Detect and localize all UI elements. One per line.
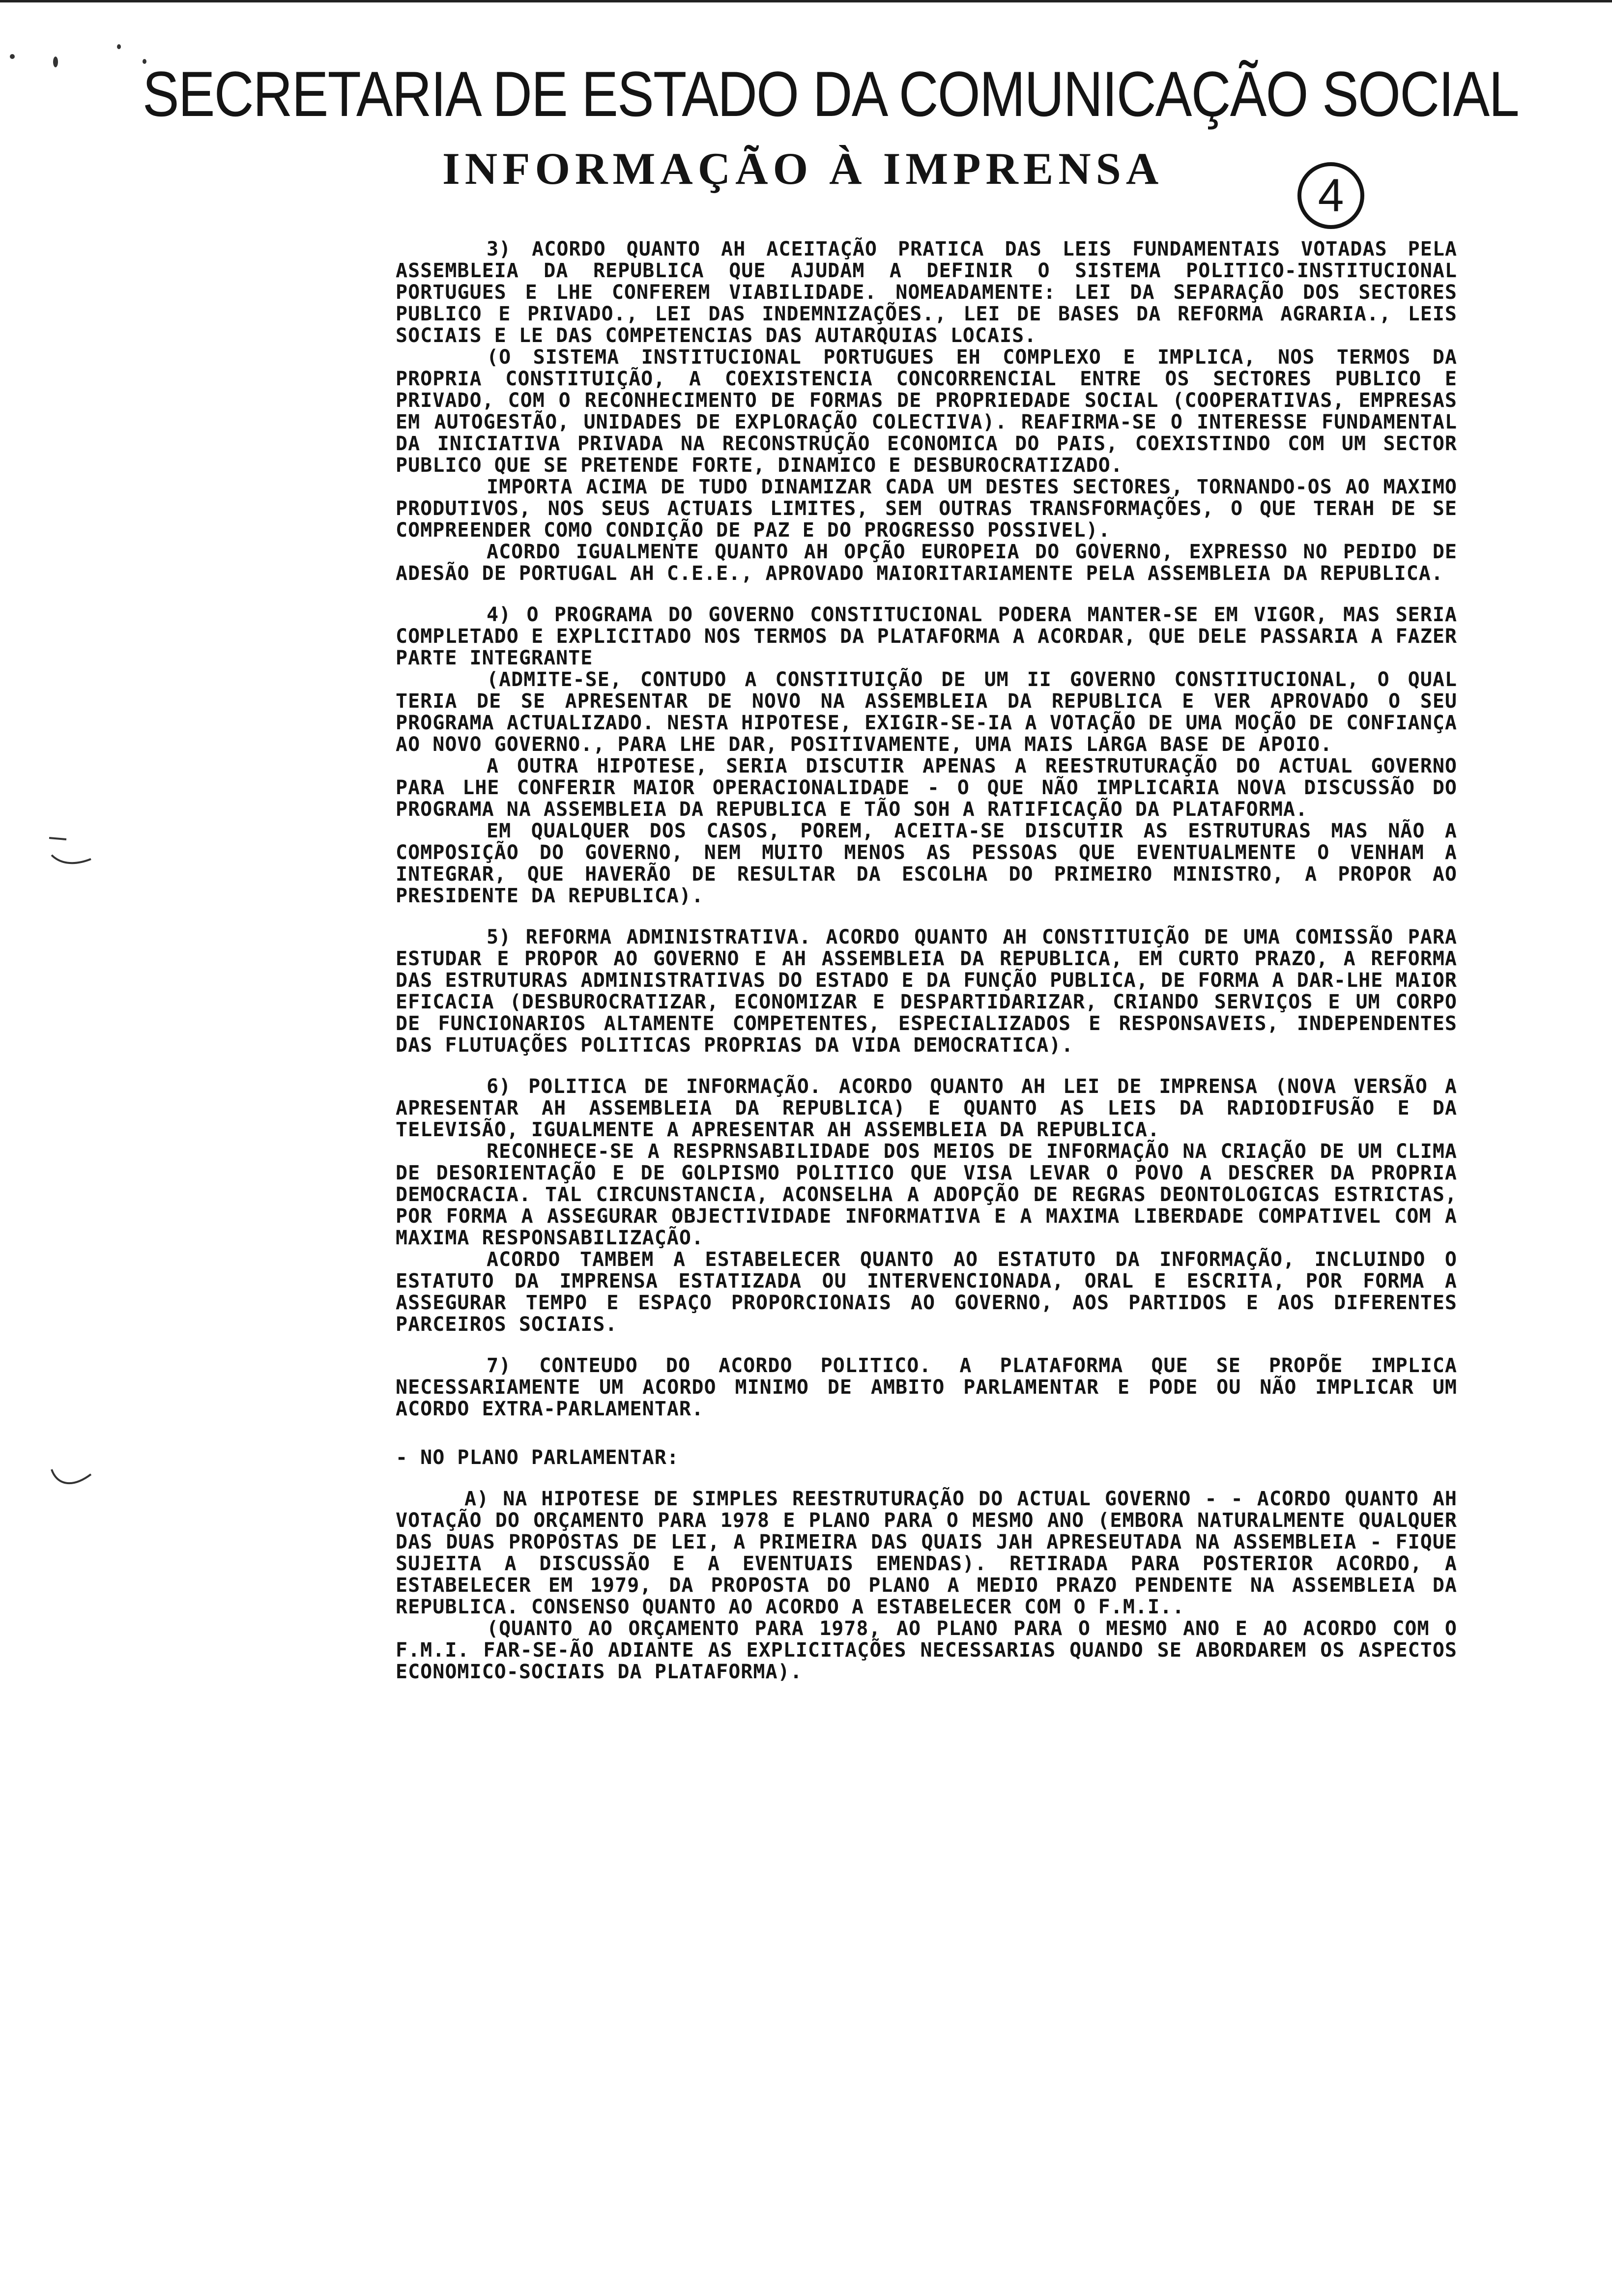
paragraph: (O SISTEMA INSTITUCIONAL PORTUGUES EH COMPLEXO E IMPLICA, NOS TERMOS DA PROPRIA CONSTITUIÇÃO, A COEXISTENCIA CONCORRENCIAL ENTRE OS SECTORES PUBLICO E PRIVADO, COM O RECONHECIMENTO DE FORMAS DE PROPRIEDADE SOCIAL (COOPERATIVAS, EMPRESAS EM AUTOGESTÃO, UNIDADES DE EXPLORAÇÃO COLECTIVA). REAFIRMA-SE O INTERESSE FUNDAMENTAL DA INICIATIVA PRIVADA NA RECONSTRUÇÃO ECONOMICA DO PAIS, COEXISTINDO COM UM SECTOR PUBLICO QUE SE PRETENDE FORTE, DINAMICO E DESBUROCRATIZADO. xyxy=(396,346,1457,477)
paragraph: (ADMITE-SE, CONTUDO A CONSTITUIÇÃO DE UM II GOVERNO CONSTITUCIONAL, O QUAL TERIA DE SE APRESENTAR DE NOVO NA ASSEMBLEIA DA REPUBLICA E VER APROVADO O SEU PROGRAMA ACTUALIZADO. NESTA HIPOTESE, EXIGIR-SE-IA A VOTAÇÃO DE UMA MOÇÃO DE CONFIANÇA AO NOVO GOVERNO., PARA LHE DAR, POSITIVAMENTE, UMA MAIS LARGA BASE DE APOIO. xyxy=(396,668,1457,756)
top-border-line xyxy=(0,0,1612,2)
paragraph: A OUTRA HIPOTESE, SERIA DISCUTIR APENAS A REESTRUTURAÇÃO DO ACTUAL GOVERNO PARA LHE CONFERIR MAIOR OPERACIONALIDADE - O QUE NÃO IMPLICARIA NOVA DISCUSSÃO DO PROGRAMA NA ASSEMBLEIA DA REPUBLICA E TÃO SOH A RATIFICAÇÃO DA PLATAFORMA. xyxy=(396,755,1457,821)
scan-speck xyxy=(10,54,15,59)
paragraph: IMPORTA ACIMA DE TUDO DINAMIZAR CADA UM DESTES SECTORES, TORNANDO-OS AO MAXIMO PRODUTIVOS, NOS SEUS ACTUAIS LIMITES, SEM OUTRAS TRANSFORMAÇÕES, O QUE TERAH DE SE COMPREENDER COMO CONDIÇÃO DE PAZ E DO PROGRESSO POSSIVEL). xyxy=(396,476,1457,542)
paragraph: 7) CONTEUDO DO ACORDO POLITICO. A PLATAFORMA QUE SE PROPÕE IMPLICA NECESSARIAMENTE UM ACORDO MINIMO DE AMBITO PARLAMENTAR E PODE OU NÃO IMPLICAR UM ACORDO EXTRA-PARLAMENTAR. xyxy=(396,1354,1457,1420)
scan-mark xyxy=(47,835,96,870)
paragraph: A) NA HIPOTESE DE SIMPLES REESTRUTURAÇÃO DO ACTUAL GOVERNO - - ACORDO QUANTO AH VOTAÇÃO DO ORÇAMENTO PARA 1978 E PLANO PARA O MESMO ANO (EMBORA NATURALMENTE QUALQUER DAS DUAS PROPOSTAS DE LEI, A PRIMEIRA DAS QUAIS JAH APRESEUTADA NA ASSEMBLEIA - FIQUE SUJEITA A DISCUSSÃO E A EVENTUAIS EMENDAS). RETIRADA PARA POSTERIOR ACORDO, A ESTABELECER EM 1979, DA PROPOSTA DO PLANO A MEDIO PRAZO PENDENTE NA ASSEMBLEIA DA REPUBLICA. CONSENSO QUANTO AO ACORDO A ESTABELECER COM O F.M.I.. xyxy=(396,1488,1457,1618)
paragraph: 5) REFORMA ADMINISTRATIVA. ACORDO QUANTO AH CONSTITUIÇÃO DE UMA COMISSÃO PARA ESTUDAR E PROPOR AO GOVERNO E AH ASSEMBLEIA DA REPUBLICA, EM CURTO PRAZO, A REFORMA DAS ESTRUTURAS ADMINISTRATIVAS DO ESTADO E DA FUNÇÃO PUBLICA, DE FORMA A DAR-LHE MAIOR EFICACIA (DESBUROCRATIZAR, ECONOMIZAR E DESPARTIDARIZAR, CRIANDO SERVIÇOS E UM CORPO DE FUNCIONARIOS ALTAMENTE COMPETENTES, ESPECIALIZADOS E RESPONSAVEIS, INDEPENDENTES DAS FLUTUAÇÕES POLITICAS PROPRIAS DA VIDA DEMOCRATICA). xyxy=(396,926,1457,1057)
paragraph: ACORDO IGUALMENTE QUANTO AH OPÇÃO EUROPEIA DO GOVERNO, EXPRESSO NO PEDIDO DE ADESÃO DE PORTUGAL AH C.E.E., APROVADO MAIORITARIAMENTE PELA ASSEMBLEIA DA REPUBLICA. xyxy=(396,541,1457,585)
scan-speck xyxy=(53,57,58,67)
scan-mark xyxy=(47,1464,96,1499)
paragraph: EM QUALQUER DOS CASOS, POREM, ACEITA-SE DISCUTIR AS ESTRUTURAS MAS NÃO A COMPOSIÇÃO DO GOVERNO, NEM MUITO MENOS AS PESSOAS QUE EVENTUALMENTE O VENHAM A INTEGRAR, QUE HAVERÃO DE RESULTAR DA ESCOLHA DO PRIMEIRO MINISTRO, A PROPOR AO PRESIDENTE DA REPUBLICA). xyxy=(396,820,1457,907)
paragraph: (QUANTO AO ORÇAMENTO PARA 1978, AO PLANO PARA O MESMO ANO E AO ACORDO COM O F.M.I. FAR-SE-ÃO ADIANTE AS EXPLICITAÇÕES NECESSARIAS QUANDO SE ABORDAREM OS ASPECTOS ECONOMICO-SOCIAIS DA PLATAFORMA). xyxy=(396,1617,1457,1683)
page-title: SECRETARIA DE ESTADO DA COMUNICAÇÃO SOCIAL xyxy=(143,58,1519,130)
page-number-badge: 4 xyxy=(1297,162,1364,229)
paragraph: - NO PLANO PARLAMENTAR: xyxy=(396,1446,679,1469)
paragraph: 4) O PROGRAMA DO GOVERNO CONSTITUCIONAL PODERA MANTER-SE EM VIGOR, MAS SERIA COMPLETADO E EXPLICITADO NOS TERMOS DA PLATAFORMA A ACORDAR, QUE DELE PASSARIA A FAZER PARTE INTEGRANTE xyxy=(396,603,1457,669)
scan-speck xyxy=(117,44,121,49)
paragraph: 3) ACORDO QUANTO AH ACEITAÇÃO PRATICA DAS LEIS FUNDAMENTAIS VOTADAS PELA ASSEMBLEIA DA REPUBLICA QUE AJUDAM A DEFINIR O SISTEMA POLITICO-INSTITUCIONAL PORTUGUES E LHE CONFEREM VIABILIDADE. NOMEADAMENTE: LEI DA SEPARAÇÃO DOS SECTORES PUBLICO E PRIVADO., LEI DAS INDEMNIZAÇÕES., LEI DE BASES DA REFORMA AGRARIA., LEIS SOCIAIS E LE DAS COMPETENCIAS DAS AUTARQUIAS LOCAIS. xyxy=(396,238,1457,347)
page-subtitle: INFORMAÇÃO À IMPRENSA xyxy=(442,144,1164,194)
paragraph: 6) POLITICA DE INFORMAÇÃO. ACORDO QUANTO AH LEI DE IMPRENSA (NOVA VERSÃO A APRESENTAR AH ASSEMBLEIA DA REPUBLICA) E QUANTO AS LEIS DA RADIODIFUSÃO E DA TELEVISÃO, IGUALMENTE A APRESENTAR AH ASSEMBLEIA DA REPUBLICA. xyxy=(396,1075,1457,1141)
paragraph: RECONHECE-SE A RESPRNSABILIDADE DOS MEIOS DE INFORMAÇÃO NA CRIAÇÃO DE UM CLIMA DE DESORIENTAÇÃO E DE GOLPISMO POLITICO QUE VISA LEVAR O POVO A DESCRER DA PROPRIA DEMOCRACIA. TAL CIRCUNSTANCIA, ACONSELHA A ADOPÇÃO DE REGRAS DEONTOLOGICAS ESTRICTAS, POR FORMA A ASSEGURAR OBJECTIVIDADE INFORMATIVA E A MAXIMA LIBERDADE COMPATIVEL COM A MAXIMA RESPONSABILIZAÇÃO. xyxy=(396,1140,1457,1249)
paragraph: ACORDO TAMBEM A ESTABELECER QUANTO AO ESTATUTO DA INFORMAÇÃO, INCLUINDO O ESTATUTO DA IMPRENSA ESTATIZADA OU INTERVENCIONADA, ORAL E ESCRITA, POR FORMA A ASSEGURAR TEMPO E ESPAÇO PROPORCIONAIS AO GOVERNO, AOS PARTIDOS E AOS DIFERENTES PARCEIROS SOCIAIS. xyxy=(396,1248,1457,1336)
document-body xyxy=(396,238,1457,1683)
